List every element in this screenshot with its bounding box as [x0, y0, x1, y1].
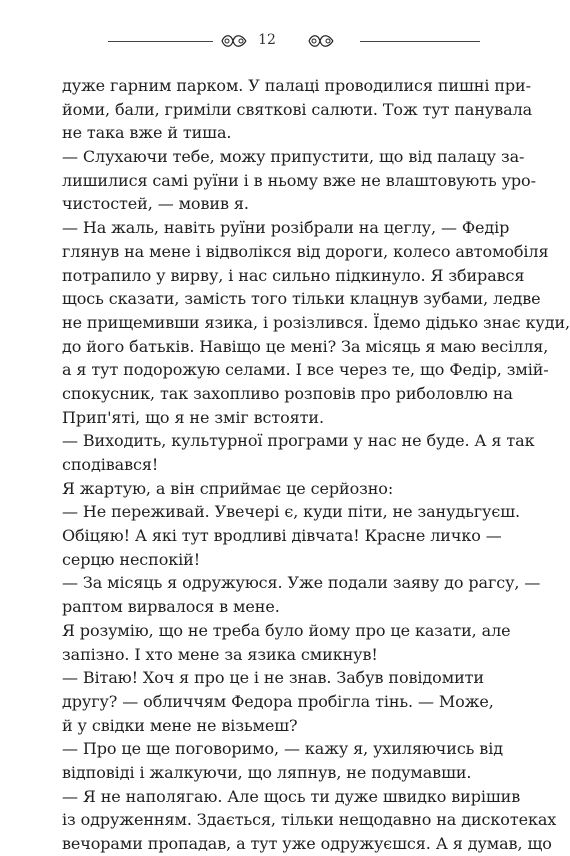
header-left-rule [108, 41, 213, 42]
page-body-text [62, 74, 570, 853]
text-line: — За місяць я одружуюся. Уже подали заяву до рагсу, — [62, 573, 541, 593]
left-ornament-icon [221, 33, 247, 49]
text-line: спокусник, так захопливо розповів про риболовлю на [62, 383, 513, 403]
text-line: Я жартую, а він сприймає це серйозно: [62, 478, 394, 498]
text-line: йоми, бали, гриміли святкові салюти. Тож тут панувала [62, 99, 533, 119]
page-number: 12 [258, 32, 276, 48]
text-line: чистостей, — мовив я. [62, 194, 249, 214]
text-line: — Слухаючи тебе, можу припустити, що від палацу за- [62, 147, 525, 167]
text-line: — На жаль, навіть руїни розібрали на цеглу, — Федір [62, 218, 510, 238]
text-line: — Вітаю! Хоч я про це і не знав. Забув повідомити [62, 668, 484, 688]
text-line: — Я не наполягаю. Але щось ти дуже швидко вирішив [62, 786, 521, 806]
right-ornament-icon [308, 33, 334, 49]
text-line: не така вже й тиша. [62, 123, 232, 143]
text-line: й у свідки мене не візьмеш? [62, 715, 298, 735]
text-line: вечорами пропадав, а тут уже одружуєшся. А я думав, що [62, 834, 552, 853]
header-right-rule [360, 41, 480, 42]
text-line: відповіді і жалкуючи, що ляпнув, не подумавши. [62, 762, 472, 782]
text-line: із одруженням. Здається, тільки нещодавно на дискотеках [62, 810, 557, 830]
text-line: Я розумію, що не треба було йому про це казати, але [62, 620, 511, 640]
text-line: не прищемивши язика, і розізлився. Їдемо дідько знає куди, [62, 312, 570, 332]
text-line: глянув на мене і відволікся від дороги, колесо автомобіля [62, 241, 549, 261]
text-line: потрапило у вирву, і нас сильно підкинуло. Я збирався [62, 265, 525, 285]
text-line: Прип'яті, що я не зміг встояти. [62, 407, 324, 427]
text-line: Обіцяю! А які тут вродливі дівчата! Красне личко — [62, 526, 502, 546]
text-line: щось сказати, замість того тільки клацнув зубами, ледве [62, 289, 541, 309]
text-line: до його батьків. Навіщо це мені? За місяць я маю весілля, [62, 336, 549, 356]
page-header [0, 27, 520, 55]
text-line: серцю неспокій! [62, 549, 201, 569]
text-line: лишилися самі руїни і в ньому вже не влаштовують уро- [62, 170, 536, 190]
text-line: раптом вирвалося в мене. [62, 597, 280, 617]
text-line: а я тут подорожую селами. І все через те, що Федір, змій- [62, 360, 549, 380]
text-line: другу? — обличчям Федора пробігла тінь. — Може, [62, 691, 494, 711]
text-line: дуже гарним парком. У палаці проводилися пишні при- [62, 76, 531, 95]
text-line: сподівався! [62, 455, 159, 474]
text-line: — Виходить, культурної програми у нас не буде. А я так [62, 431, 535, 451]
text-line: — Не переживай. Увечері є, куди піти, не занудьгуєш. [62, 502, 520, 522]
text-line: — Про це ще поговоримо, — кажу я, ухиляючись від [62, 739, 503, 759]
text-line: запізно. І хто мене за язика смикнув! [62, 644, 378, 664]
